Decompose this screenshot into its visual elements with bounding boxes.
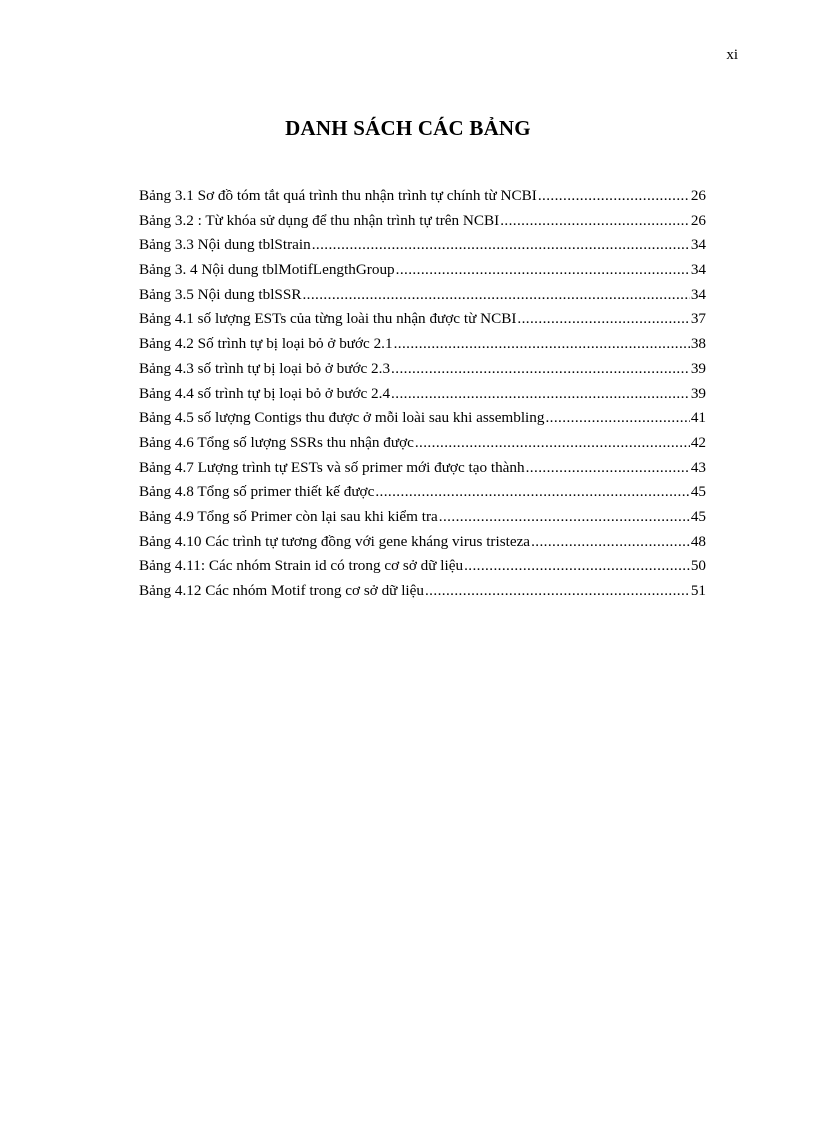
- toc-entry-page: 50: [690, 557, 706, 575]
- toc-entry: [139, 409, 706, 434]
- dot-leader: [415, 434, 690, 452]
- toc-entry: [139, 261, 706, 286]
- toc-entry-page: 26: [690, 187, 706, 204]
- toc-entry-label: Bảng 3.2 : Từ khóa sử dụng để thu nhận trình tự trên NCBI: [139, 211, 500, 229]
- dot-leader: [526, 459, 690, 477]
- page-title: DANH SÁCH CÁC BẢNG: [285, 116, 531, 140]
- toc-entry: [139, 459, 706, 484]
- toc-entry-label: Bảng 3.5 Nội dung tblSSR: [139, 285, 302, 303]
- toc-entry-page: 41: [690, 409, 706, 427]
- dot-leader: [531, 533, 690, 551]
- dot-leader: [312, 236, 690, 254]
- toc-entry: [139, 508, 706, 533]
- toc-entry-label: Bảng 3.1 Sơ đồ tóm tắt quá trình thu nhận trình tự chính từ NCBI: [139, 187, 537, 204]
- toc-entry: [139, 360, 706, 385]
- toc-entry-page: 38: [690, 335, 706, 353]
- toc-entry: [139, 582, 706, 607]
- dot-leader: [425, 582, 690, 600]
- dot-leader: [375, 483, 689, 501]
- toc-entry-page: 37: [690, 310, 706, 328]
- toc-entry: [139, 434, 706, 459]
- dot-leader: [302, 286, 689, 304]
- dot-leader: [538, 187, 690, 205]
- dot-leader: [391, 385, 690, 403]
- toc-entry-page: 51: [690, 582, 706, 599]
- dot-leader: [517, 310, 689, 328]
- toc-entry-label: Bảng 4.12 Các nhóm Motif trong cơ sở dữ liệu: [139, 582, 424, 599]
- page-number: xi: [726, 47, 738, 63]
- toc-entry-page: 48: [690, 532, 706, 550]
- toc-entry: [139, 310, 706, 335]
- dot-leader: [391, 360, 690, 378]
- toc-entry-label: Bảng 4.6 Tổng số lượng SSRs thu nhận được: [139, 433, 414, 451]
- toc-entry: [139, 483, 706, 508]
- toc-entry-label: Bảng 4.10 Các trình tự tương đồng với gene kháng virus tristeza: [139, 532, 531, 550]
- toc-entry: [139, 286, 706, 311]
- toc-entry-page: 42: [690, 433, 706, 451]
- toc-entry-label: Bảng 3. 4 Nội dung tblMotifLengthGroup: [139, 261, 395, 279]
- toc-entry: [139, 385, 706, 410]
- toc-entry-page: 39: [690, 384, 706, 402]
- toc-entry-page: 34: [690, 261, 706, 279]
- toc-entry-label: Bảng 4.9 Tổng số Primer còn lại sau khi kiểm tra: [139, 507, 438, 525]
- dot-leader: [545, 409, 689, 427]
- dot-leader: [396, 261, 690, 279]
- toc-entry-page: 45: [690, 507, 706, 525]
- dot-leader: [500, 212, 690, 230]
- toc-entry-label: Bảng 4.5 số lượng Contigs thu được ở mỗi loài sau khi assembling: [139, 409, 545, 427]
- toc-entry-label: Bảng 4.8 Tổng số primer thiết kế được: [139, 483, 375, 501]
- toc-entry: [139, 187, 706, 212]
- dot-leader: [464, 557, 690, 575]
- table-list: [139, 187, 706, 607]
- toc-entry-label: Bảng 4.11: Các nhóm Strain id có trong cơ sở dữ liệu: [139, 557, 464, 575]
- toc-entry-label: Bảng 4.4 số trình tự bị loại bỏ ở bước 2.4: [139, 384, 391, 402]
- toc-entry-label: Bảng 4.2 Số trình tự bị loại bỏ ở bước 2.1: [139, 335, 393, 353]
- toc-entry-page: 34: [690, 285, 706, 303]
- toc-entry: [139, 557, 706, 582]
- toc-entry-label: Bảng 4.1 số lượng ESTs của từng loài thu nhận được từ NCBI: [139, 310, 517, 328]
- toc-entry: [139, 533, 706, 558]
- toc-entry-label: Bảng 3.3 Nội dung tblStrain: [139, 236, 311, 254]
- toc-entry-page: 43: [690, 458, 706, 476]
- dot-leader: [394, 335, 690, 353]
- toc-entry: [139, 212, 706, 237]
- toc-entry: [139, 335, 706, 360]
- toc-entry-page: 26: [690, 211, 706, 229]
- toc-entry-label: Bảng 4.7 Lượng trình tự ESTs và số primer mới được tạo thành: [139, 458, 525, 476]
- toc-entry-page: 45: [690, 483, 706, 501]
- toc-entry-page: 34: [690, 236, 706, 254]
- dot-leader: [439, 508, 690, 526]
- toc-entry-page: 39: [690, 359, 706, 377]
- toc-entry: [139, 236, 706, 261]
- toc-entry-label: Bảng 4.3 số trình tự bị loại bỏ ở bước 2.3: [139, 359, 391, 377]
